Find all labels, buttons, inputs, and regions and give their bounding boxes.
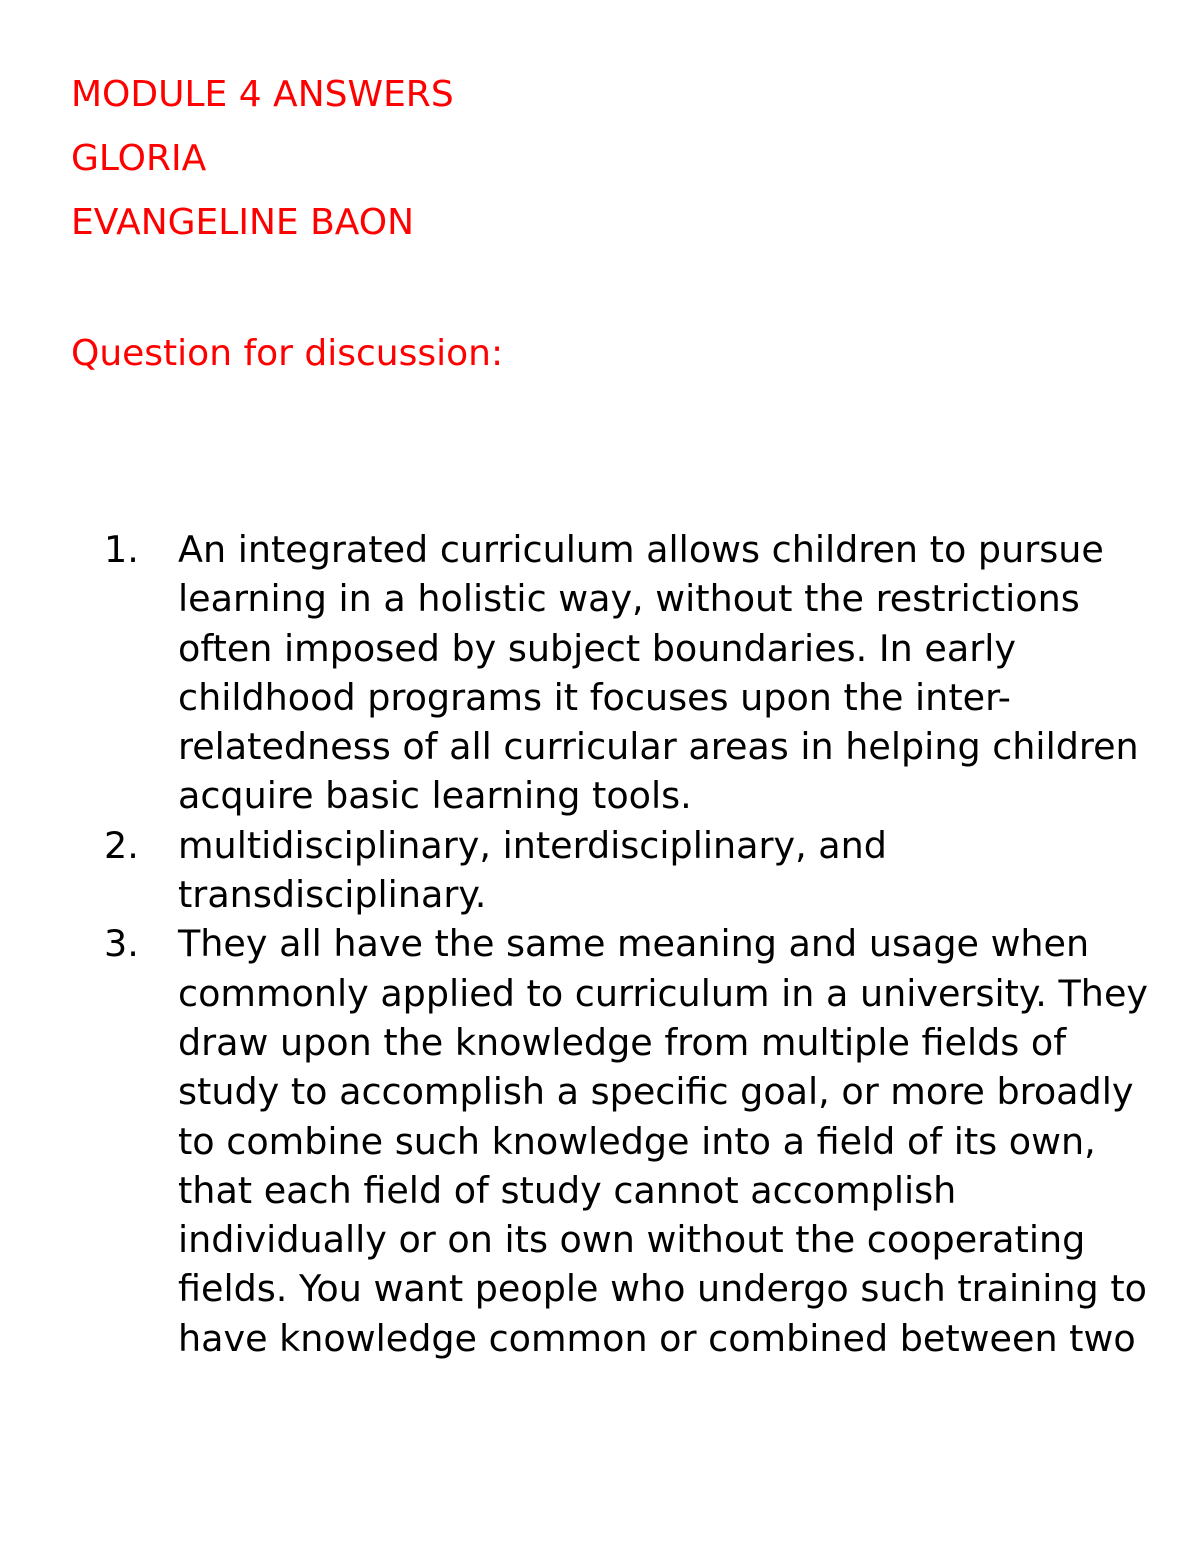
answer-text: multidisciplinary, interdisciplinary, and transdisciplinary. <box>178 823 887 917</box>
answer-item-2 <box>0 821 1153 920</box>
answer-number: 3. <box>104 922 139 966</box>
document-title: MODULE 4 ANSWERS <box>71 74 454 115</box>
answer-number: 2. <box>104 823 139 867</box>
answer-text: They all have the same meaning and usage when commonly applied to curriculum in a university. They draw upon the knowledge from multiple fields of study to accomplish a specific goal, or more broadly to combine such knowledge into a field of its own, that each field of study cannot accomplish individually or on its own without the cooperating fields. You want people who undergo such training to have knowledge common or combined between two <box>178 922 1148 1360</box>
answer-item-1 <box>0 525 1153 821</box>
author-name-line-1: GLORIA <box>71 138 207 179</box>
answer-list <box>0 525 1200 1363</box>
question-heading: Question for discussion: <box>71 333 504 374</box>
answer-text: An integrated curriculum allows children to pursue learning in a holistic way, without the restrictions often imposed by subject boundaries. In early childhood programs it focuses upon the inter-relatedness of all curricular areas in helping children acquire basic learning tools. <box>178 528 1139 818</box>
answer-item-3 <box>0 919 1153 1363</box>
answer-number: 1. <box>104 528 139 571</box>
author-name-line-2: EVANGELINE BAON <box>71 202 415 243</box>
